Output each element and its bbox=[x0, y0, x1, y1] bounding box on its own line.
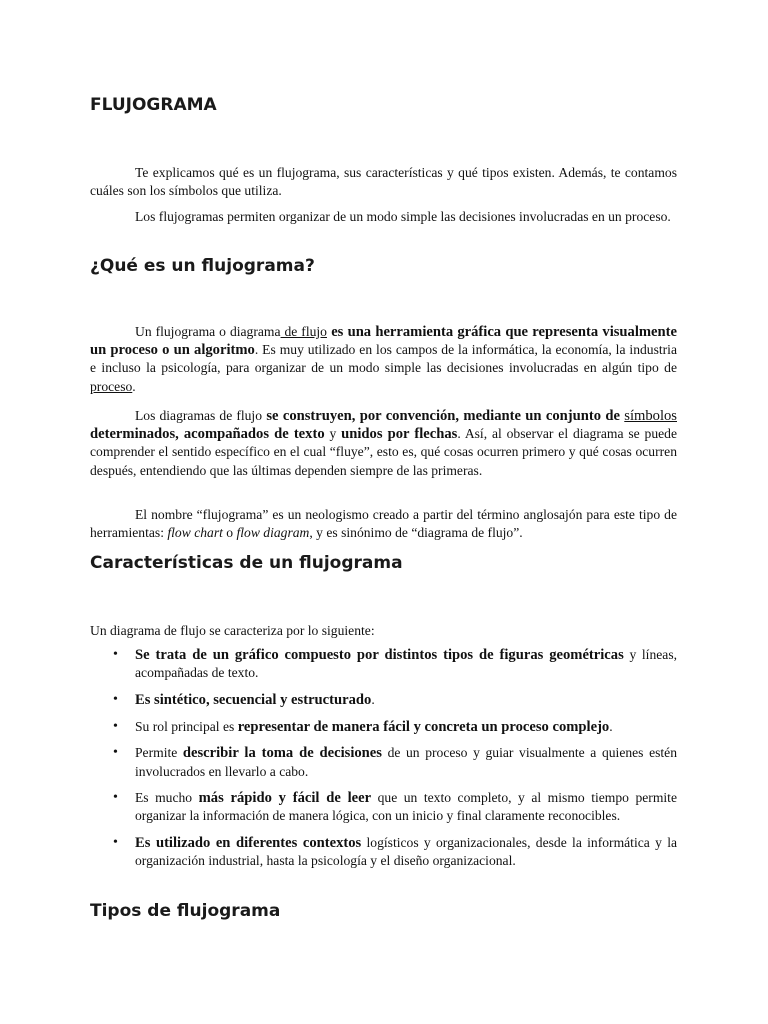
item-text-after: logísticos y organizacionales, desde la informática y la organización industrial, hasta la psicología y el diseño organizacional. bbox=[135, 835, 677, 869]
name-text-start: El nombre “flujograma” es un neologismo creado a partir del término anglosajón para este tipo de herramientas: bbox=[90, 507, 677, 541]
bullet-icon: • bbox=[113, 790, 118, 806]
definition-text-end: . bbox=[132, 378, 136, 394]
item-text-before: Es mucho bbox=[135, 790, 199, 806]
term-flow-chart: flow chart bbox=[167, 525, 223, 541]
item-text-before: Su rol principal es bbox=[135, 718, 238, 734]
construction-text-middle: y bbox=[324, 426, 342, 442]
construction-text-start: Los diagramas de flujo bbox=[135, 408, 263, 423]
item-text-after: . bbox=[609, 718, 613, 734]
item-bold: más rápido y fácil de leer bbox=[198, 790, 372, 807]
characteristics-list bbox=[90, 646, 677, 879]
name-paragraph bbox=[90, 506, 677, 542]
link-simbolos[interactable]: símbolos bbox=[624, 408, 677, 424]
intro-paragraph-2: Los flujogramas permiten organizar de un modo simple las decisiones involucradas en un proceso. bbox=[135, 209, 671, 224]
bullet-icon: • bbox=[113, 691, 118, 707]
bullet-icon: • bbox=[113, 745, 118, 761]
definition-paragraph bbox=[90, 323, 677, 396]
link-proceso[interactable]: proceso bbox=[90, 378, 133, 394]
list-item bbox=[90, 834, 677, 870]
construction-bold-1: se construyen, por convención, mediante un conjunto de bbox=[262, 408, 625, 424]
item-text-after: que un texto completo, y al mismo tiempo permite organizar la información de manera lógica, con un inicio y final claramente reconocibles. bbox=[135, 790, 677, 824]
definition-bold: es una herramienta gráfica que representa visualmente un proceso o un algoritmo bbox=[90, 324, 677, 359]
list-item bbox=[90, 789, 677, 825]
item-bold: Se trata de un gráfico compuesto por distintos tipos de figuras geométricas bbox=[135, 647, 624, 663]
list-item bbox=[90, 718, 677, 736]
section-heading-caracteristicas: Características de un flujograma bbox=[90, 553, 403, 573]
link-de-flujo[interactable]: de flujo bbox=[280, 324, 327, 339]
construction-paragraph bbox=[90, 407, 677, 480]
item-text-after: de un proceso y guiar visualmente a quienes estén involucrados en llevarlo a cabo. bbox=[135, 745, 678, 779]
page-title: FLUJOGRAMA bbox=[90, 95, 217, 115]
item-text-after: . bbox=[371, 691, 375, 707]
item-bold: Es sintético, secuencial y estructurado bbox=[135, 691, 372, 708]
bullet-icon: • bbox=[113, 835, 118, 851]
list-item bbox=[90, 646, 677, 682]
name-text-end: , y es sinónimo de “diagrama de flujo”. bbox=[309, 525, 523, 541]
item-bold: representar de manera fácil y concreta un proceso complejo bbox=[237, 718, 610, 735]
construction-bold-2: determinados, acompañados de texto bbox=[90, 426, 325, 443]
item-text-before: Permite bbox=[135, 745, 183, 761]
construction-bold-3: unidos por flechas bbox=[341, 426, 458, 443]
section-heading-tipos: Tipos de flujograma bbox=[90, 901, 281, 921]
bullet-icon: • bbox=[113, 647, 118, 662]
bullet-icon: • bbox=[113, 718, 118, 734]
characteristics-lead: Un diagrama de flujo se caracteriza por lo siguiente: bbox=[90, 623, 375, 638]
item-text-after: y líneas, acompañadas de texto. bbox=[135, 647, 678, 681]
section-heading-que-es: ¿Qué es un flujograma? bbox=[90, 256, 315, 276]
list-item bbox=[90, 744, 677, 780]
item-bold: describir la toma de decisiones bbox=[182, 745, 382, 762]
definition-text-start: Un flujograma o diagrama bbox=[135, 324, 281, 339]
construction-text-end: . Así, al observar el diagrama se puede comprender el sentido específico en el cual “fluye”, esto es, qué cosas ocurren primero y qué cosas ocurren después, entendiendo que las últimas dependen siempre de las primeras. bbox=[90, 426, 678, 478]
item-bold: Es utilizado en diferentes contextos bbox=[135, 835, 362, 852]
definition-text-middle: . Es muy utilizado en los campos de la informática, la economía, la industria e incluso la psicología, para organizar de un modo simple las decisiones involucradas en algún tipo de bbox=[90, 342, 677, 376]
intro-paragraph-1: Te explicamos qué es un flujograma, sus características y qué tipos existen. Además, te contamos cuáles son los símbolos que utiliza. bbox=[90, 165, 677, 199]
term-flow-diagram: flow diagram bbox=[236, 525, 310, 541]
name-text-or: o bbox=[222, 525, 237, 541]
list-item bbox=[90, 691, 677, 709]
